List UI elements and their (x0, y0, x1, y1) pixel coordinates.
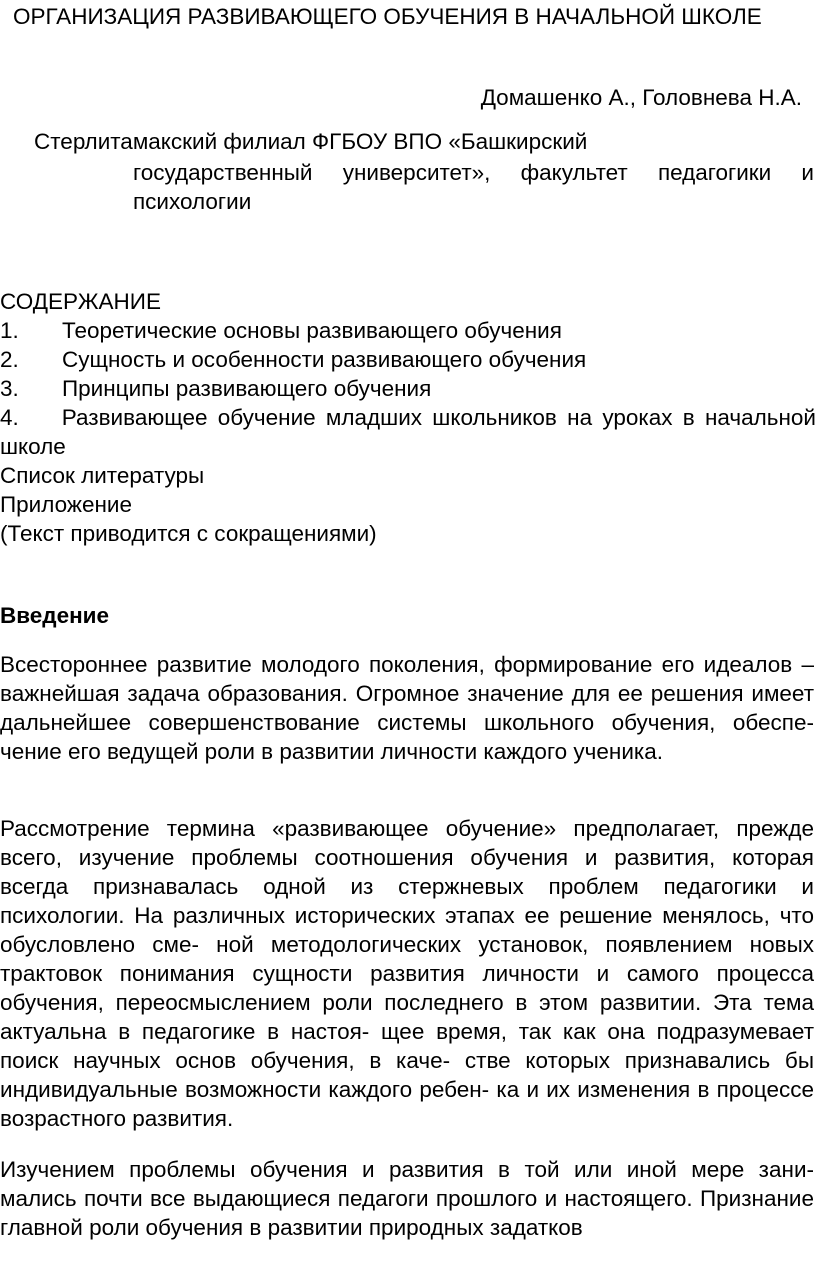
affiliation-rest: государственный университет», факультет педагогики и психологии (133, 160, 814, 214)
toc-item (0, 316, 816, 345)
toc-item-number: 2. (0, 347, 19, 372)
authors: Домашенко А., Головнева Н.А. (480, 85, 802, 110)
toc-item (0, 345, 816, 374)
body-paragraph: Изучением проблемы обучения и развития в той или иной мере зани- мались почти все выдающиеся педагоги прошлого и настоящего. Признание главной роли обучения в развитии природных задатков (0, 1157, 814, 1240)
toc-extra-literature: Список литературы (0, 463, 205, 488)
body-paragraph: Рассмотрение термина «развивающее обучение» предполагает, прежде всего, изучение проблемы соотношения обучения и развития, которая всегда признавалась одной из стержневых проблем педагогики и психологии. На различных исторических этапах ее решение менялось, что обусловлено сме- ной методологических установок, появлением новых трактовок понимания сущности развития личности и самого процесса обучения, переосмыслением роли последнего в этом развитии. Эта тема актуальна в педагогике в настоя- щее время, так как она подразумевает поиск научных основ обучения, в каче- стве которых признавались бы индивидуальные возможности каждого ребен- ка и их изменения в процессе возрастного развития. (0, 816, 814, 1131)
toc-item-label: Принципы развивающего обучения (62, 376, 432, 401)
toc-item (0, 403, 816, 461)
toc-extra-note: (Текст приводится с сокращениями) (0, 521, 377, 546)
affiliation-first-line: Стерлитамакский филиал ФГБОУ ВПО «Башкирский (34, 129, 588, 154)
intro-heading: Введение (0, 603, 110, 628)
toc-heading: СОДЕРЖАНИЕ (0, 289, 161, 314)
toc-extra-appendix: Приложение (0, 492, 132, 517)
toc-item-number: 3. (0, 376, 19, 401)
toc-item-label: Теоретические основы развивающего обучения (62, 318, 562, 343)
document-title: ОРГАНИЗАЦИЯ РАЗВИВАЮЩЕГО ОБУЧЕНИЯ В НАЧАЛЬНОЙ ШКОЛЕ (13, 4, 762, 29)
toc-item-number: 1. (0, 318, 19, 343)
toc-item-number: 4. (0, 405, 19, 430)
table-of-contents (0, 316, 816, 548)
toc-item-label: Сущность и особенности развивающего обучения (62, 347, 587, 372)
toc-item (0, 374, 816, 403)
toc-item-label: Развивающее обучение младших школьников на уроках в начальной школе (0, 405, 816, 459)
body-paragraph: Всестороннее развитие молодого поколения, формирование его идеалов – важнейшая задача образования. Огромное значение для ее решения имеет дальнейшее совершенствование системы школьного обучения, обеспе- чение его ведущей роли в развитии личности каждого ученика. (0, 652, 814, 764)
